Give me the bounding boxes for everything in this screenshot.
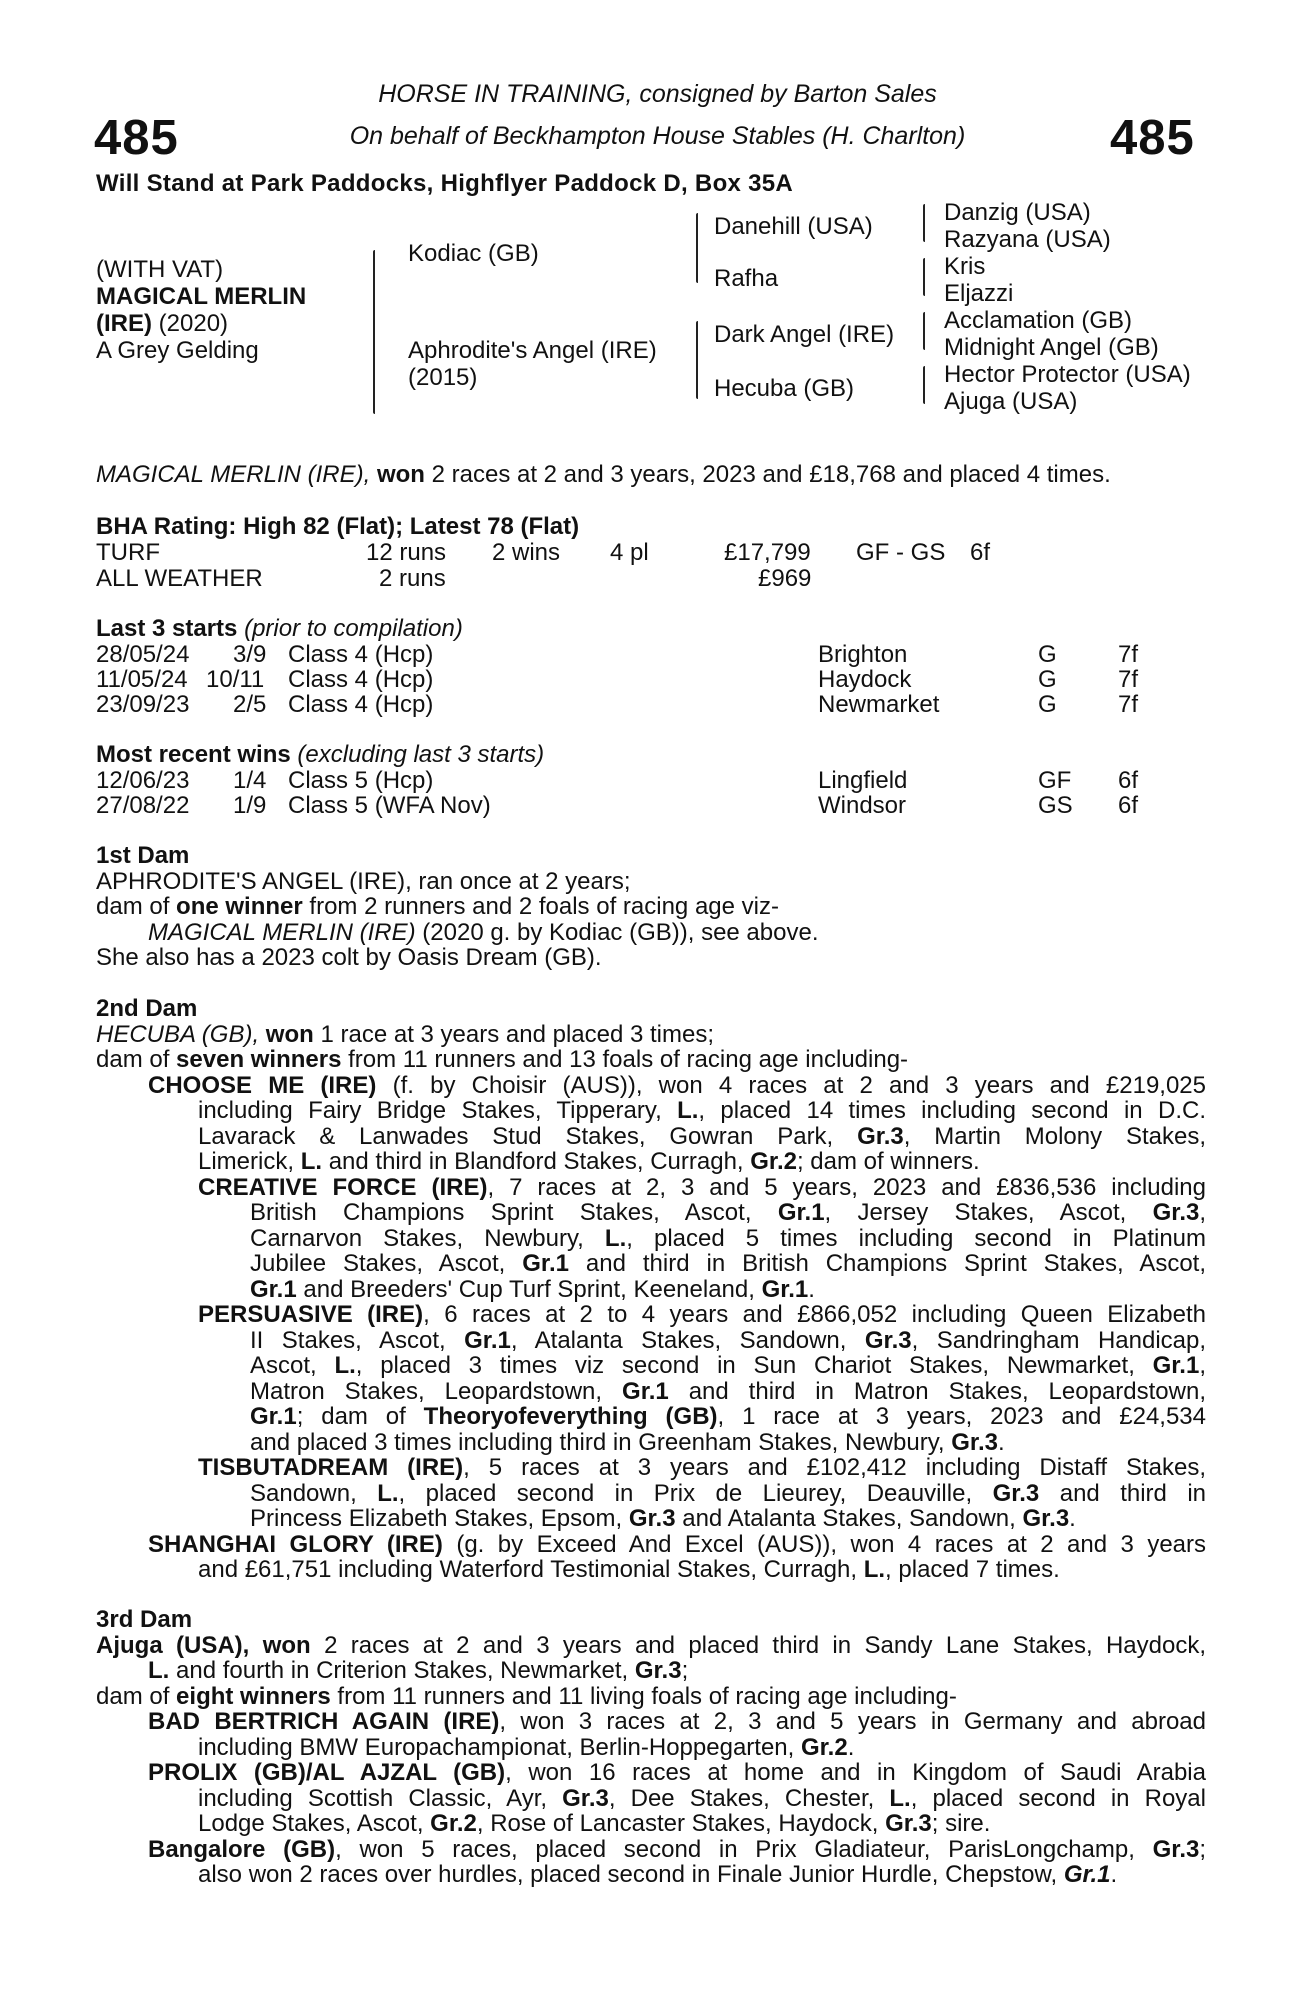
offspring-line <box>96 1837 1206 1863</box>
last3-row <box>96 691 1196 717</box>
offspring-line <box>96 1353 1206 1379</box>
last3-row <box>96 666 1196 692</box>
offspring-name: CREATIVE FORCE (IRE) <box>198 1173 488 1201</box>
offspring-line <box>96 1506 1206 1532</box>
text: ; dam of winners. <box>796 1148 980 1175</box>
offspring-line <box>96 1709 1206 1735</box>
recent-row <box>96 767 1196 793</box>
text: ; dam of <box>296 1403 406 1430</box>
grade: Gr.3 <box>1152 1199 1200 1226</box>
text: , Atalanta Stakes, Sandown, <box>510 1326 847 1354</box>
gen3-dss: Acclamation (GB) <box>944 307 1133 334</box>
text: , placed second in Royal <box>910 1784 1206 1812</box>
text: , 6 races at 2 to 4 years and £866,052 including Queen Elizabeth <box>423 1301 1206 1328</box>
grade: Gr.1 <box>777 1199 825 1226</box>
lot-number-right: 485 <box>1110 111 1195 165</box>
text: . <box>847 1733 855 1761</box>
grade: L. <box>863 1556 886 1583</box>
dam-dam: Hecuba (GB) <box>714 375 855 402</box>
text: including Scottish Classic, Ayr, <box>198 1784 548 1812</box>
start-distance: 7f <box>1118 666 1139 693</box>
text: dam of <box>96 1046 170 1073</box>
text: and third in British Champions Sprint Stakes, Ascot, <box>585 1250 1207 1277</box>
text: , placed 3 times viz second in Sun Chariot Stakes, Newmarket, <box>355 1352 1135 1379</box>
grade: Gr.1 <box>464 1326 511 1354</box>
gen3-ssd: Razyana (USA) <box>944 226 1111 253</box>
text: , Jersey Stakes, Ascot, <box>824 1199 1127 1226</box>
offspring-name: SHANGHAI GLORY (IRE) <box>148 1530 443 1558</box>
start-position: 3/9 <box>233 641 267 668</box>
text: (2020 g. by Kodiac (GB)), see above. <box>422 918 819 946</box>
brace-gen3-3 <box>923 312 925 350</box>
text: II Stakes, Ascot, <box>250 1326 446 1354</box>
grade: Gr.3 <box>1022 1505 1070 1532</box>
win-position: 1/9 <box>233 792 267 819</box>
win-distance: 6f <box>1118 767 1139 794</box>
text: , 7 races at 2, 3 and 5 years, 2023 and £836,536 including <box>487 1173 1206 1201</box>
third-dam-title: 3rd Dam <box>96 1606 193 1633</box>
text: and third in <box>1059 1479 1207 1507</box>
offspring-line <box>96 1735 1206 1761</box>
grade: L. <box>334 1352 356 1379</box>
recent-title: Most recent wins <box>96 741 291 768</box>
won-label: won <box>262 1631 311 1659</box>
horse-description: A Grey Gelding <box>96 337 259 364</box>
text: Carnarvon Stakes, Newbury, <box>250 1224 584 1252</box>
offspring-name: Bangalore (GB) <box>148 1835 336 1863</box>
text: Limerick, <box>198 1148 295 1175</box>
win-going: GS <box>1038 792 1073 819</box>
first-dam-line: APHRODITE'S ANGEL (IRE), ran once at 2 years; <box>96 867 631 895</box>
offspring-line <box>96 1532 1206 1558</box>
turf-going: GF - GS <box>856 539 946 566</box>
text: Jubilee Stakes, Ascot, <box>250 1250 506 1277</box>
grade: Gr.3 <box>885 1810 932 1837</box>
brace-gen3-4 <box>923 366 925 404</box>
text: , placed second in Prix de Lieurey, Deauville, <box>398 1479 973 1507</box>
grade: Gr.3 <box>562 1784 609 1812</box>
offspring-line <box>96 1455 1206 1481</box>
grade: Gr.3 <box>992 1479 1040 1507</box>
pedigree-brace-dam <box>696 321 698 399</box>
sire-name: Kodiac (GB) <box>408 240 539 267</box>
first-dam-line <box>96 894 1206 920</box>
offspring-line <box>96 1328 1206 1354</box>
gen3-dds: Hector Protector (USA) <box>944 361 1191 388</box>
text: , Martin Molony Stakes, <box>903 1122 1206 1150</box>
offspring-line <box>96 1379 1206 1405</box>
sire-sire: Danehill (USA) <box>714 213 873 240</box>
offspring-line <box>96 1098 1206 1124</box>
grade: L. <box>677 1097 699 1124</box>
offspring-line <box>96 1200 1206 1226</box>
gen3-dsd: Midnight Angel (GB) <box>944 334 1159 361</box>
pedigree-brace-sire <box>696 213 698 283</box>
dam-name: HECUBA (GB), <box>96 1020 260 1048</box>
start-going: G <box>1038 666 1057 693</box>
grade: Gr.1 <box>1152 1352 1200 1379</box>
start-class: Class 4 (Hcp) <box>288 666 434 693</box>
offspring-name: BAD BERTRICH AGAIN (IRE) <box>148 1708 500 1735</box>
first-dam-line: She also has a 2023 colt by Oasis Dream (GB). <box>96 944 602 971</box>
grade: Gr.1 <box>522 1250 569 1277</box>
text: , <box>1199 1199 1207 1226</box>
text: and placed 3 times including third in Greenham Stakes, Newbury, <box>250 1428 945 1456</box>
win-date: 12/06/23 <box>96 767 190 794</box>
horse-name: MAGICAL MERLIN <box>96 283 307 310</box>
second-dam-section <box>96 996 1206 1583</box>
grade: L. <box>604 1224 627 1252</box>
third-dam-line <box>96 1633 1206 1659</box>
start-position: 10/11 <box>206 666 265 693</box>
horse-origin <box>96 310 228 337</box>
first-dam-title: 1st Dam <box>96 842 190 869</box>
turf-distance: 6f <box>970 539 991 566</box>
start-going: G <box>1038 691 1057 718</box>
win-class: Class 5 (Hcp) <box>288 767 434 794</box>
text: dam of <box>96 893 170 920</box>
grade: Gr.3 <box>1152 1835 1200 1863</box>
grade: Gr.1 <box>622 1377 669 1405</box>
brace-gen3-2 <box>923 258 925 296</box>
win-position: 1/4 <box>233 767 267 794</box>
text: , won 5 races, placed second in Prix Gladiateur, ParisLongchamp, <box>335 1835 1135 1863</box>
third-dam-line <box>96 1658 1206 1684</box>
sire-dam: Rafha <box>714 265 779 292</box>
grade: L. <box>889 1784 911 1812</box>
text: from 11 runners and 13 foals of racing age including- <box>348 1046 909 1073</box>
start-course: Haydock <box>818 666 912 693</box>
grade: Gr.1 <box>1063 1861 1111 1888</box>
text: (g. by Exceed And Excel (AUS)), won 4 races at 2 and 3 years <box>456 1530 1207 1558</box>
bha-rating: BHA Rating: High 82 (Flat); Latest 78 (Flat) <box>96 513 580 540</box>
text: Ascot, <box>250 1352 317 1379</box>
text: , Dee Stakes, Chester, <box>608 1784 875 1812</box>
grade: Gr.1 <box>761 1275 809 1303</box>
summary-won: won <box>376 461 425 488</box>
won-label: won <box>265 1020 314 1048</box>
text: , <box>1199 1352 1206 1379</box>
start-course: Brighton <box>818 641 908 668</box>
text: . <box>1110 1861 1118 1888</box>
grade: Gr.3 <box>628 1505 676 1532</box>
text: Princess Elizabeth Stakes, Epsom, <box>250 1505 623 1532</box>
start-date: 28/05/24 <box>96 641 190 668</box>
offspring-name: TISBUTADREAM (IRE) <box>198 1454 464 1481</box>
text: ; sire. <box>931 1810 991 1837</box>
text: , Rose of Lancaster Stakes, Haydock, <box>476 1810 879 1837</box>
text: , placed 14 times including second in D.C. <box>698 1097 1206 1124</box>
win-going: GF <box>1038 767 1072 794</box>
winners-count: one winner <box>176 893 303 920</box>
text: and Atalanta Stakes, Sandown, <box>682 1505 1016 1532</box>
offspring-line <box>96 1302 1206 1328</box>
text: , placed 5 times including second in Platinum <box>626 1224 1207 1252</box>
offspring-line <box>96 1226 1206 1252</box>
turf-wins: 2 wins <box>492 539 561 566</box>
summary-name: MAGICAL MERLIN (IRE), <box>96 461 371 488</box>
first-dam-line <box>96 920 1206 946</box>
offspring-name: PROLIX (GB)/AL AJZAL (GB) <box>148 1759 506 1786</box>
text: and third in Matron Stakes, Leopardstown, <box>688 1377 1207 1405</box>
winners-count: eight winners <box>176 1682 331 1710</box>
grade: Gr.2 <box>801 1733 848 1761</box>
second-dam-line <box>96 1022 1206 1048</box>
grade: L. <box>300 1148 323 1175</box>
last3-note: (prior to compilation) <box>244 615 463 642</box>
grade: Gr.3 <box>951 1428 998 1456</box>
horse-country: (IRE) <box>96 310 152 337</box>
grade: Gr.3 <box>864 1326 912 1354</box>
start-course: Newmarket <box>818 691 940 718</box>
consignment-line: HORSE IN TRAINING, consigned by Barton Sales <box>378 80 937 108</box>
start-distance: 7f <box>1118 641 1139 668</box>
turf-runs: 12 runs <box>366 539 447 566</box>
recent-row <box>96 792 1196 818</box>
recent-note: (excluding last 3 starts) <box>297 741 545 768</box>
aw-row <box>96 565 1196 591</box>
turf-placed: 4 pl <box>610 539 649 566</box>
win-course: Lingfield <box>818 767 908 794</box>
text: and fourth in Criterion Stakes, Newmarket, <box>176 1657 629 1684</box>
start-going: G <box>1038 641 1057 668</box>
offspring-line <box>96 1481 1206 1507</box>
text: from 11 runners and 11 living foals of racing age including- <box>337 1682 957 1710</box>
text: , Sandringham Handicap, <box>911 1326 1207 1354</box>
start-date: 11/05/24 <box>96 666 188 693</box>
last3-row <box>96 641 1196 667</box>
grade: Gr.3 <box>857 1122 904 1150</box>
win-distance: 6f <box>1118 792 1139 819</box>
lot-number-left: 485 <box>94 111 179 165</box>
behalf-line: On behalf of Beckhampton House Stables (H. Charlton) <box>349 122 966 150</box>
text: 1 race at 3 years and placed 3 times; <box>320 1020 715 1048</box>
win-date: 27/08/22 <box>96 792 190 819</box>
dam-name: Aphrodite's Angel (IRE) <box>408 337 657 364</box>
start-position: 2/5 <box>233 691 267 718</box>
text: including Fairy Bridge Stakes, Tipperary, <box>198 1097 662 1124</box>
pedigree-table <box>96 199 1216 418</box>
vat-note: (WITH VAT) <box>96 256 224 283</box>
text: , 5 races at 3 years and £102,412 including Distaff Stakes, <box>463 1454 1207 1481</box>
text: Sandown, <box>250 1479 357 1507</box>
grade: Gr.3 <box>634 1657 682 1684</box>
text: including BMW Europachampionat, Berlin-Hoppegarten, <box>198 1733 795 1761</box>
offspring-line <box>96 1251 1206 1277</box>
text: and third in Blandford Stakes, Curragh, <box>328 1148 744 1175</box>
offspring-line <box>96 1175 1206 1201</box>
text: , placed 7 times. <box>885 1556 1060 1583</box>
third-dam-section <box>96 1607 1206 1888</box>
aw-prize: £969 <box>758 565 812 592</box>
horse-year: (2020) <box>158 310 229 337</box>
grade: Gr.1 <box>250 1403 297 1430</box>
dam-year: (2015) <box>408 364 478 391</box>
text: and Breeders' Cup Turf Sprint, Keeneland, <box>303 1275 755 1303</box>
offspring-name: PERSUASIVE (IRE) <box>198 1301 424 1328</box>
text: . <box>808 1275 815 1303</box>
aw-runs: 2 runs <box>379 565 446 592</box>
offspring-name: Theoryofeverything (GB) <box>423 1403 718 1430</box>
offspring-line <box>96 1149 1206 1175</box>
grade: L. <box>377 1479 399 1507</box>
text: Matron Stakes, Leopardstown, <box>250 1377 603 1405</box>
dam-name: Ajuga (USA), <box>96 1631 250 1659</box>
offspring-line <box>96 1760 1206 1786</box>
win-class: Class 5 (WFA Nov) <box>288 792 491 819</box>
offspring-line <box>96 1430 1206 1456</box>
text: also won 2 races over hurdles, placed second in Finale Junior Hurdle, Chepstow, <box>198 1861 1058 1888</box>
text: from 2 runners and 2 foals of racing age viz- <box>309 893 779 920</box>
grade: Gr.2 <box>750 1148 797 1175</box>
summary-text: 2 races at 2 and 3 years, 2023 and £18,768 and placed 4 times. <box>431 461 1111 488</box>
aw-label: ALL WEATHER <box>96 565 263 592</box>
start-distance: 7f <box>1118 691 1139 718</box>
text: , won 3 races at 2, 3 and 5 years in Germany and abroad <box>499 1708 1206 1735</box>
text: and £61,751 including Waterford Testimonial Stakes, Curragh, <box>198 1556 858 1583</box>
text: ; <box>1199 1835 1207 1863</box>
winners-count: seven winners <box>176 1046 342 1073</box>
text: . <box>1069 1505 1076 1532</box>
last3-heading <box>96 616 463 642</box>
second-dam-title: 2nd Dam <box>96 995 198 1022</box>
brace-gen3-1 <box>923 204 925 242</box>
grade: Gr.1 <box>250 1275 297 1303</box>
text: 2 races at 2 and 3 years and placed third in Sandy Lane Stakes, Haydock, <box>324 1631 1207 1659</box>
offspring-line <box>96 1124 1206 1150</box>
first-dam-section <box>96 843 1206 971</box>
start-class: Class 4 (Hcp) <box>288 641 434 668</box>
offspring-line <box>96 1786 1206 1812</box>
race-summary <box>96 462 1111 488</box>
offspring-line <box>96 1557 1206 1583</box>
second-dam-line <box>96 1047 1206 1073</box>
start-date: 23/09/23 <box>96 691 190 718</box>
text: Lavarack & Lanwades Stud Stakes, Gowran Park, <box>198 1122 834 1150</box>
text: ; <box>681 1657 689 1684</box>
dam-sire: Dark Angel (IRE) <box>714 321 895 348</box>
text: . <box>997 1428 1005 1456</box>
text: , won 16 races at home and in Kingdom of Saudi Arabia <box>505 1759 1206 1786</box>
offspring-line <box>96 1073 1206 1099</box>
text: (f. by Choisir (AUS)), won 4 races at 2 and 3 years and £219,025 <box>392 1071 1207 1099</box>
recent-heading <box>96 742 544 768</box>
offspring-name: MAGICAL MERLIN (IRE) <box>148 918 416 946</box>
turf-label: TURF <box>96 539 160 566</box>
gen3-sds: Kris <box>944 253 986 280</box>
offspring-name: CHOOSE ME (IRE) <box>148 1071 377 1099</box>
text: , 1 race at 3 years, 2023 and £24,534 <box>717 1403 1206 1430</box>
offspring-line <box>96 1811 1206 1837</box>
turf-row <box>96 539 1196 565</box>
offspring-line <box>96 1404 1206 1430</box>
gen3-sss: Danzig (USA) <box>944 199 1091 226</box>
last3-title: Last 3 starts <box>96 615 238 642</box>
win-course: Windsor <box>818 792 907 819</box>
text: Lodge Stakes, Ascot, <box>198 1810 424 1837</box>
stand-location: Will Stand at Park Paddocks, Highflyer Paddock D, Box 35A <box>96 170 794 197</box>
gen3-sdd: Eljazzi <box>944 280 1014 307</box>
offspring-line <box>96 1277 1206 1303</box>
start-class: Class 4 (Hcp) <box>288 691 434 718</box>
offspring-line <box>96 1862 1206 1888</box>
third-dam-line <box>96 1684 1206 1710</box>
pedigree-brace-main <box>373 250 375 414</box>
gen3-ddd: Ajuga (USA) <box>944 388 1078 415</box>
text: British Champions Sprint Stakes, Ascot, <box>250 1199 752 1226</box>
grade: L. <box>148 1657 170 1684</box>
text: dam of <box>96 1682 170 1710</box>
grade: Gr.2 <box>430 1810 477 1837</box>
turf-prize: £17,799 <box>724 539 811 566</box>
